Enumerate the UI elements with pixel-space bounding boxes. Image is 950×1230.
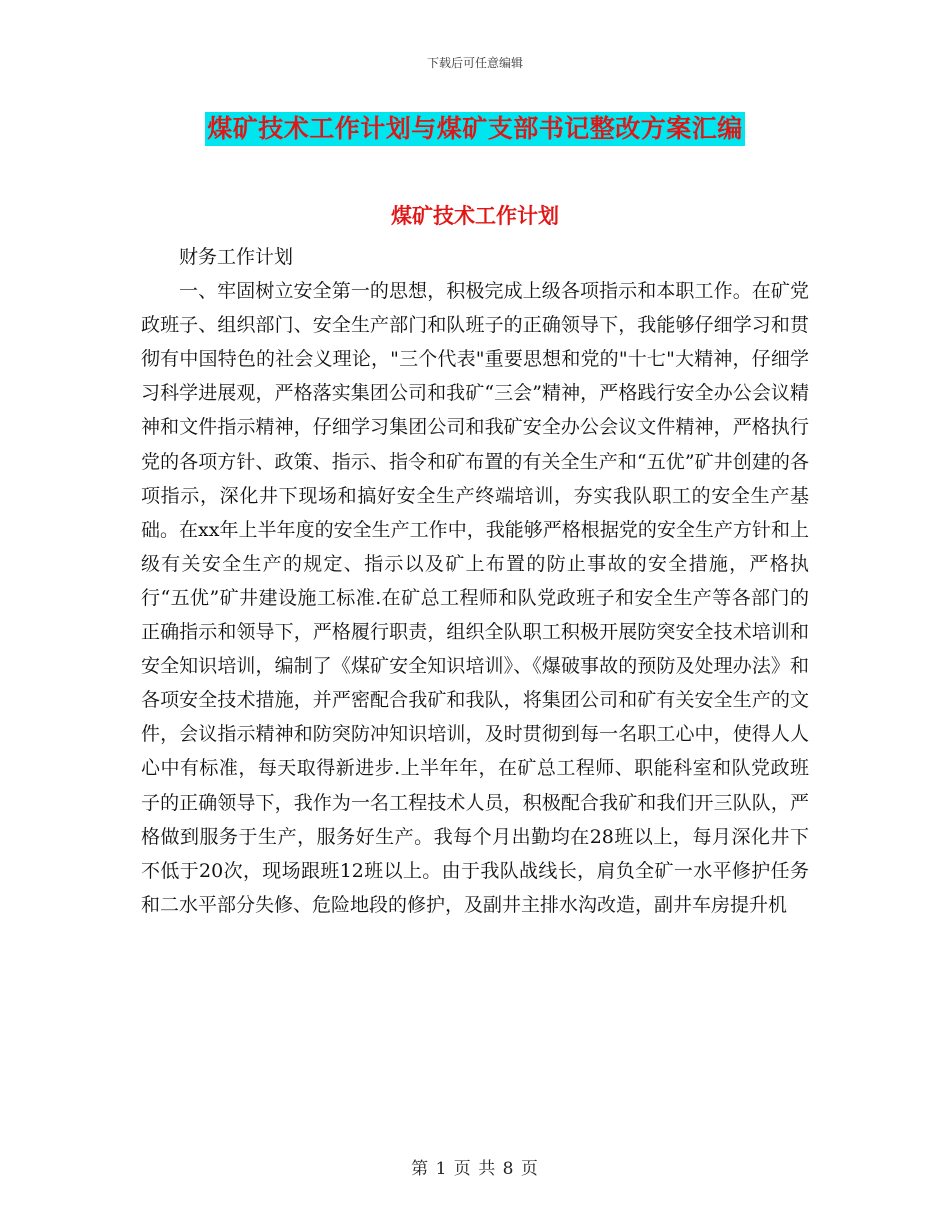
main-title-container bbox=[0, 112, 950, 146]
body-text bbox=[141, 240, 809, 922]
section-title: 煤矿技术工作计划 bbox=[391, 203, 559, 228]
header-note: 下载后可任意编辑 bbox=[426, 56, 523, 70]
page-number: 第 1 页 共 8 页 bbox=[411, 1159, 539, 1179]
main-title: 煤矿技术工作计划与煤矿支部书记整改方案汇编 bbox=[205, 112, 745, 146]
paragraph-heading: 财务工作计划 bbox=[179, 246, 294, 268]
paragraph-body: 一、牢固树立安全第一的思想，积极完成上级各项指示和本职工作。在矿党政班子、组织部门、安全生产部门和队班子的正确领导下，我能够仔细学习和贯彻有中国特色的社会义理论，"三个代表"重要思想和党的"十七"大精神，仔细学习科学进展观，严格落实集团公司和我矿“三会”精神，严格践行安全办公会议精神和文件指示精神，仔细学习集团公司和我矿安全办公会议文件精神，严格执行党的各项方针、政策、指示、指令和矿布置的有关全生产和“五优”矿井创建的各项指示，深化井下现场和搞好安全生产终端培训，夯实我队职工的安全生产基础。在xx年上半年度的安全生产工作中，我能够严格根据党的安全生产方针和上级有关安全生产的规定、指示以及矿上布置的防止事故的安全措施，严格执行“五优”矿井建设施工标准.在矿总工程师和队党政班子和安全生产等各部门的正确指示和领导下，严格履行职责，组织全队职工积极开展防突安全技术培训和安全知识培训，编制了《煤矿安全知识培训》、《爆破事故的预防及处理办法》和各项安全技术措施，并严密配合我矿和我队，将集团公司和矿有关安全生产的文件，会议指示精神和防突防冲知识培训，及时贯彻到每一名职工心中，使得人人心中有标准，每天取得新进步.上半年年，在矿总工程师、职能科室和队党政班子的正确领导下，我作为一名工程技术人员，积极配合我矿和我们开三队队，严格做到服务于生产，服务好生产。我每个月出勤均在28班以上，每月深化井下不低于20次，现场跟班12班以上。由于我队战线长，肩负全矿一水平修护任务和二水平部分失修、危险地段的修护，及副井主排水沟改造，副井车房提升机 bbox=[141, 280, 809, 916]
